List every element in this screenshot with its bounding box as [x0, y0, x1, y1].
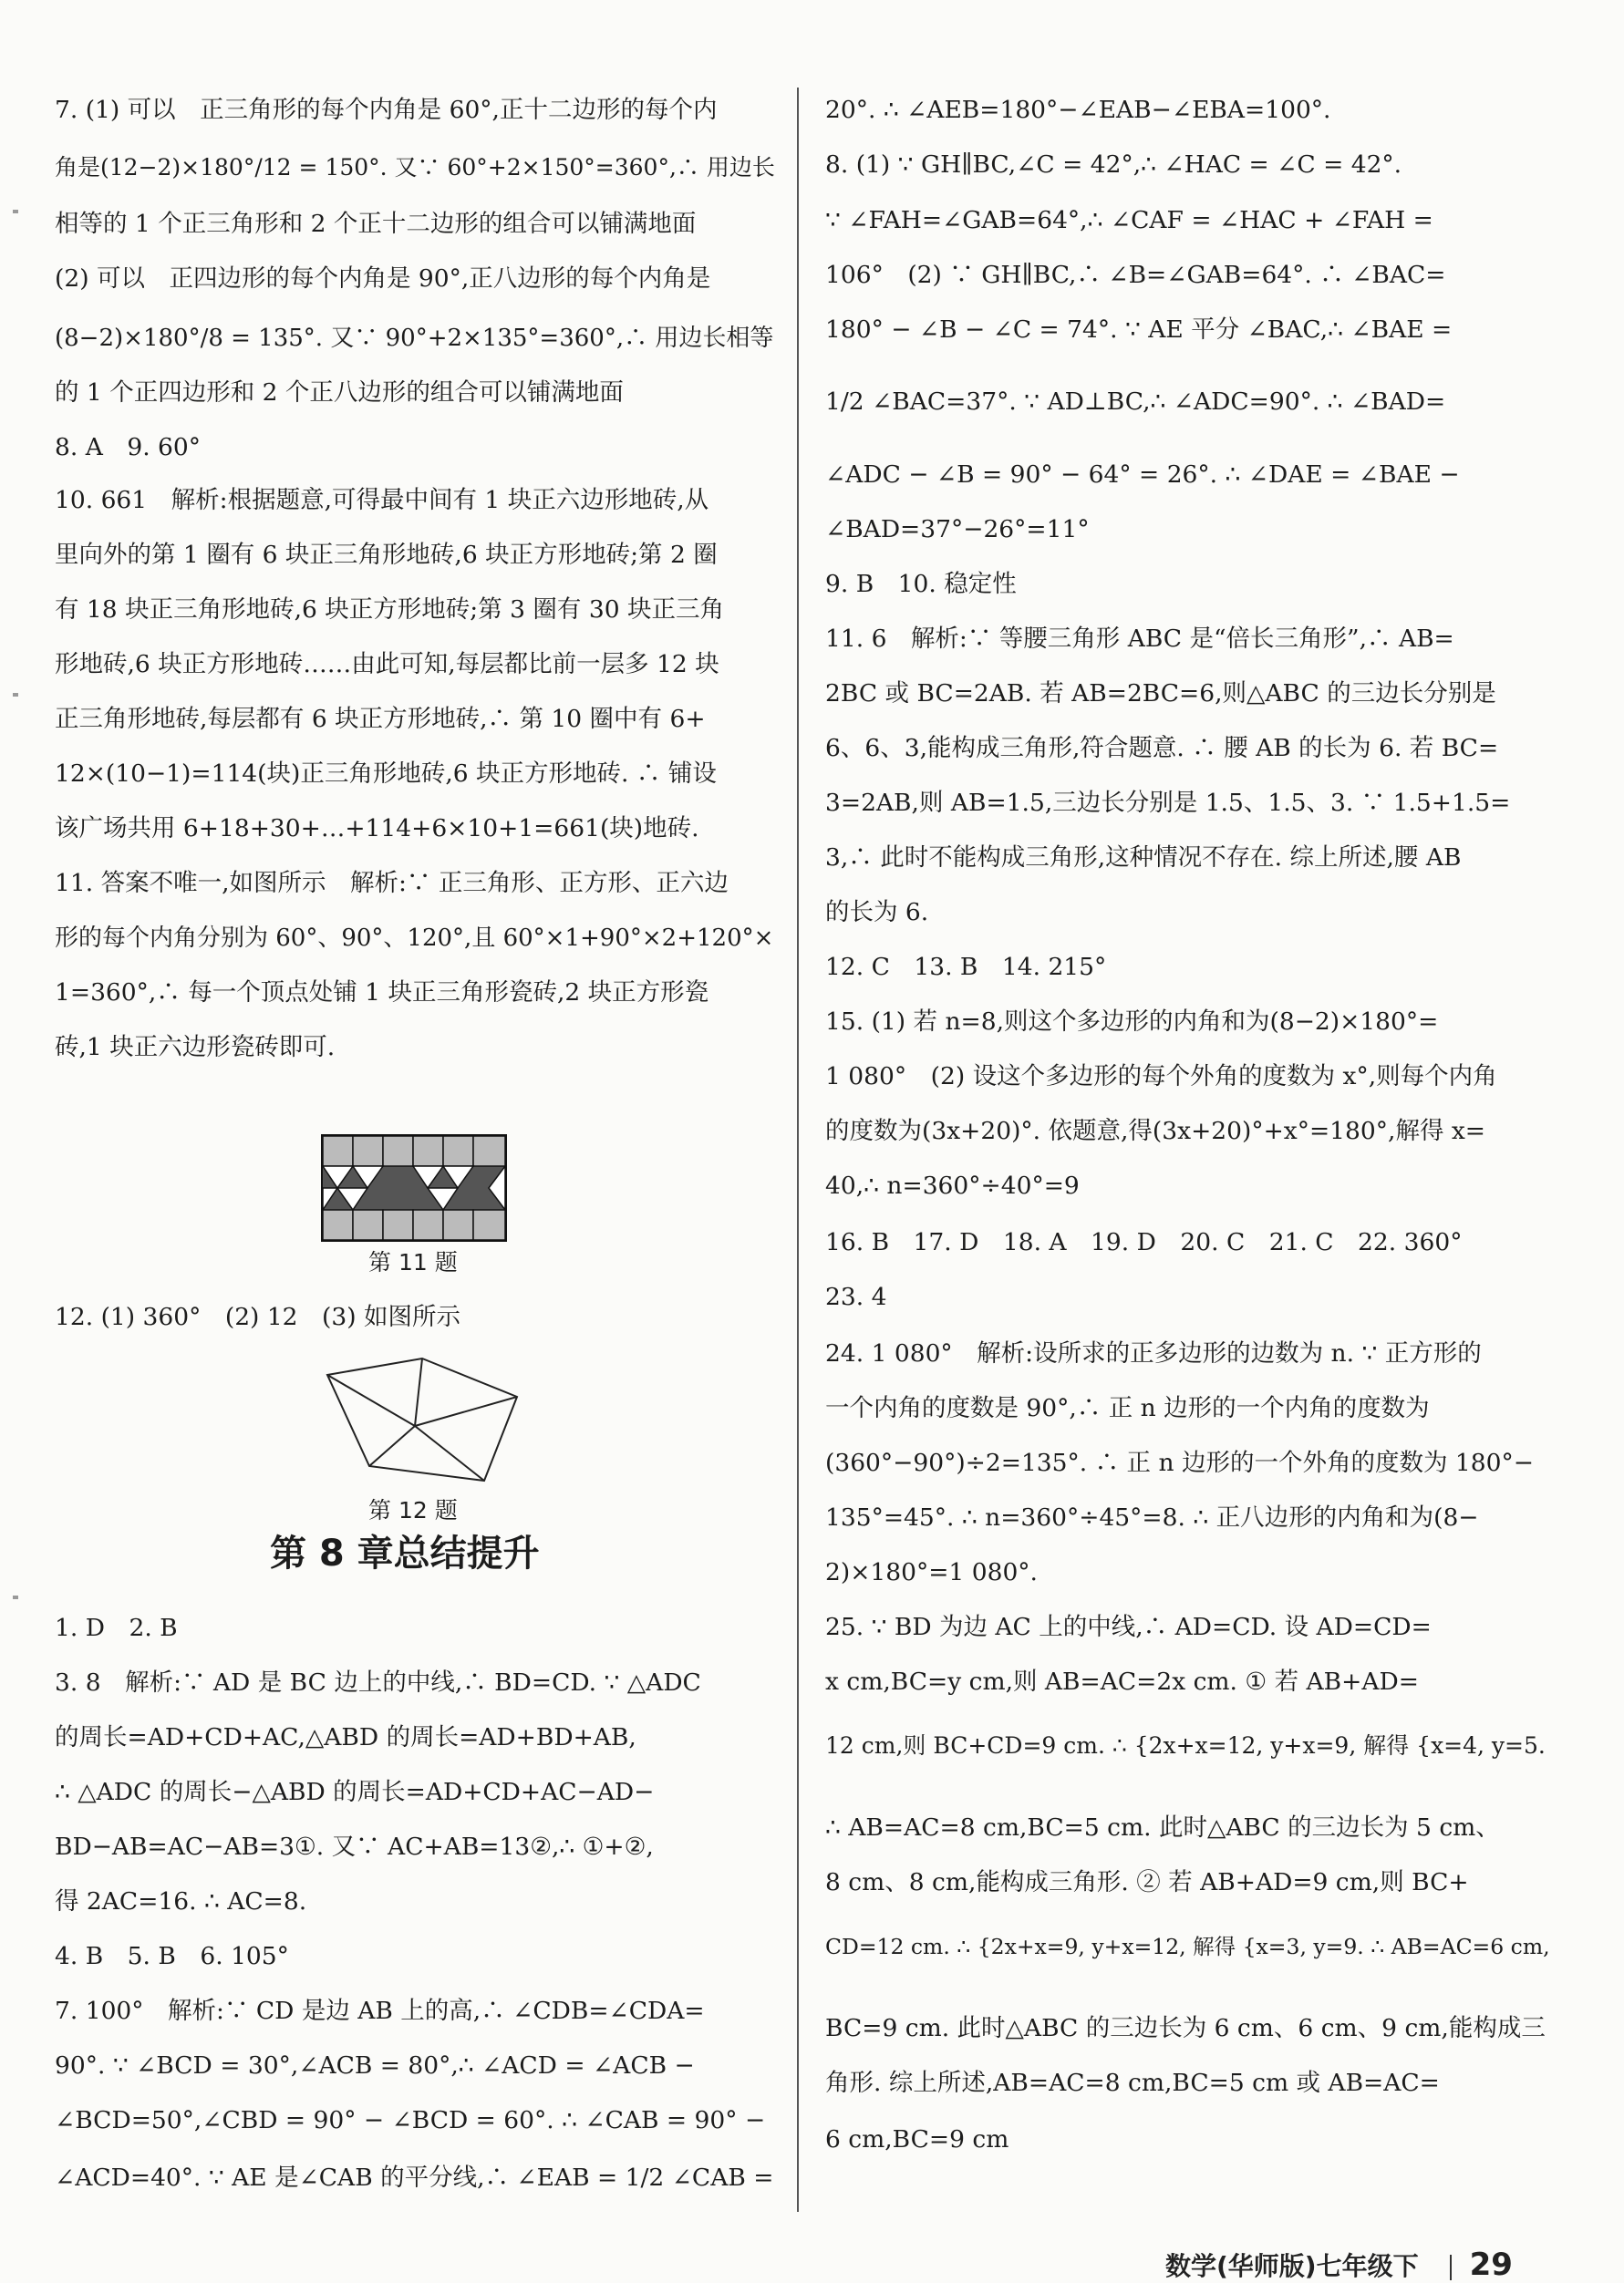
- text-line: 7. (1) 可以 正三角形的每个内角是 60°,正十二边形的每个内: [55, 96, 718, 124]
- text-line: ∠ACD=40°. ∵ AE 是∠CAB 的平分线,∴ ∠EAB = 1/2 ∠CAB =: [55, 2164, 774, 2192]
- text-line: 1=360°,∴ 每一个顶点处铺 1 块正三角形瓷砖,2 块正方形瓷: [55, 978, 709, 1007]
- text-line: ∠BAD=37°−26°=11°: [825, 515, 1090, 543]
- text-line: 3. 8 解析:∵ AD 是 BC 边上的中线,∴ BD=CD. ∵ △ADC: [55, 1668, 701, 1697]
- text-line: x cm,BC=y cm,则 AB=AC=2x cm. ① 若 AB+AD=: [825, 1668, 1419, 1696]
- text-line: 的度数为(3x+20)°. 依题意,得(3x+20)°+x°=180°,解得 x=: [825, 1117, 1486, 1145]
- page-number: 29: [1469, 2247, 1513, 2283]
- text-line: BD−AB=AC−AB=3①. 又∵ AC+AB=13②,∴ ①+②,: [55, 1833, 654, 1861]
- text-line: 11. 6 解析:∵ 等腰三角形 ABC 是“倍长三角形”,∴ AB=: [825, 625, 1454, 653]
- text-line: 4. B 5. B 6. 105°: [55, 1942, 289, 1970]
- text-line: 1 080° (2) 设这个多边形的每个外角的度数为 x°,则每个内角: [825, 1062, 1497, 1090]
- text-line: 有 18 块正三角形地砖,6 块正方形地砖;第 3 圈有 30 块正三角: [55, 595, 724, 624]
- text-line: 2BC 或 BC=2AB. 若 AB=2BC=6,则△ABC 的三边长分别是: [825, 679, 1496, 708]
- text-line: 角形. 综上所述,AB=AC=8 cm,BC=5 cm 或 AB=AC=: [825, 2069, 1440, 2097]
- text-line: 12 cm,则 BC+CD=9 cm. ∴ {2x+x=12, y+x=9, 解得 {x=4, y=5.: [825, 1732, 1546, 1759]
- text-line: 里向外的第 1 圈有 6 块正三角形地砖,6 块正方形地砖;第 2 圈: [55, 541, 718, 569]
- figure-11-caption: 第 11 题: [368, 1249, 458, 1276]
- binding-mark: [13, 210, 18, 213]
- book-subject: 数学(华师版)七年级下: [1165, 2251, 1419, 2281]
- text-line: 23. 4: [825, 1283, 887, 1311]
- text-line: 10. 661 解析:根据题意,可得最中间有 1 块正六边形地砖,从: [55, 486, 709, 514]
- text-line: 106° (2) ∵ GH∥BC,∴ ∠B=∠GAB=64°. ∴ ∠BAC=: [825, 261, 1446, 289]
- text-line: (8−2)×180°/8 = 135°. 又∵ 90°+2×135°=360°,∴ 用边长相等: [55, 325, 774, 352]
- text-line: 一个内角的度数是 90°,∴ 正 n 边形的一个内角的度数为: [825, 1394, 1430, 1422]
- text-line: 8. (1) ∵ GH∥BC,∠C = 42°,∴ ∠HAC = ∠C = 42°.: [825, 150, 1402, 179]
- text-line: 15. (1) 若 n=8,则这个多边形的内角和为(8−2)×180°=: [825, 1007, 1439, 1036]
- text-line: 7. 100° 解析:∵ CD 是边 AB 上的高,∴ ∠CDB=∠CDA=: [55, 1997, 705, 2025]
- text-line: 40,∴ n=360°÷40°=9: [825, 1172, 1080, 1200]
- figure-12-polygon: [324, 1353, 533, 1490]
- text-line: 3=2AB,则 AB=1.5,三边长分别是 1.5、1.5、3. ∵ 1.5+1.5=: [825, 789, 1511, 817]
- text-line: 的周长=AD+CD+AC,△ABD 的周长=AD+BD+AB,: [55, 1723, 636, 1751]
- text-line: (360°−90°)÷2=135°. ∴ 正 n 边形的一个外角的度数为 180°−: [825, 1449, 1534, 1477]
- text-line: 11. 答案不唯一,如图所示 解析:∵ 正三角形、正方形、正六边: [55, 869, 729, 897]
- text-line: 8. A 9. 60°: [55, 433, 202, 461]
- text-line: (2) 可以 正四边形的每个内角是 90°,正八边形的每个内角是: [55, 264, 711, 293]
- binding-mark: [13, 693, 18, 697]
- text-line: 12. (1) 360° (2) 12 (3) 如图所示: [55, 1303, 461, 1331]
- text-line: ∠ADC − ∠B = 90° − 64° = 26°. ∴ ∠DAE = ∠BAE −: [825, 460, 1460, 489]
- section-heading: 第 8 章总结提升: [270, 1533, 540, 1575]
- figure-11-tiling: [321, 1134, 507, 1242]
- text-line: 角是(12−2)×180°/12 = 150°. 又∵ 60°+2×150°=360°,∴ 用边长: [55, 154, 775, 181]
- text-line: 25. ∵ BD 为边 AC 上的中线,∴ AD=CD. 设 AD=CD=: [825, 1613, 1432, 1641]
- figure-12-caption: 第 12 题: [368, 1497, 458, 1524]
- text-line: 24. 1 080° 解析:设所求的正多边形的边数为 n. ∵ 正方形的: [825, 1339, 1482, 1368]
- text-line: 90°. ∵ ∠BCD = 30°,∠ACB = 80°,∴ ∠ACD = ∠ACB −: [55, 2051, 695, 2080]
- text-line: 180° − ∠B − ∠C = 74°. ∵ AE 平分 ∠BAC,∴ ∠BAE =: [825, 315, 1453, 344]
- text-line: 正三角形地砖,每层都有 6 块正方形地砖,∴ 第 10 圈中有 6+: [55, 705, 706, 733]
- text-line: 1/2 ∠BAC=37°. ∵ AD⊥BC,∴ ∠ADC=90°. ∴ ∠BAD=: [825, 387, 1446, 416]
- text-line: ∴ AB=AC=8 cm,BC=5 cm. 此时△ABC 的三边长为 5 cm、: [825, 1813, 1500, 1842]
- text-line: 8 cm、8 cm,能构成三角形. ② 若 AB+AD=9 cm,则 BC+: [825, 1868, 1469, 1896]
- footer-separator: [1450, 2255, 1452, 2280]
- column-divider: [797, 88, 799, 2212]
- text-line: 1. D 2. B: [55, 1614, 178, 1642]
- text-line: 砖,1 块正六边形瓷砖即可.: [55, 1033, 336, 1061]
- text-line: 9. B 10. 稳定性: [825, 570, 1017, 598]
- text-line: BC=9 cm. 此时△ABC 的三边长为 6 cm、6 cm、9 cm,能构成三: [825, 2014, 1546, 2042]
- text-line: 相等的 1 个正三角形和 2 个正十二边形的组合可以铺满地面: [55, 210, 697, 238]
- text-line: 3,∴ 此时不能构成三角形,这种情况不存在. 综上所述,腰 AB: [825, 843, 1462, 872]
- text-line: 12. C 13. B 14. 215°: [825, 953, 1107, 981]
- text-line: 12×(10−1)=114(块)正三角形地砖,6 块正方形地砖. ∴ 铺设: [55, 759, 717, 788]
- text-line: ∵ ∠FAH=∠GAB=64°,∴ ∠CAF = ∠HAC + ∠FAH =: [825, 206, 1433, 234]
- text-line: ∴ △ADC 的周长−△ABD 的周长=AD+CD+AC−AD−: [55, 1778, 655, 1806]
- text-line: 20°. ∴ ∠AEB=180°−∠EAB−∠EBA=100°.: [825, 96, 1331, 124]
- text-line: 16. B 17. D 18. A 19. D 20. C 21. C 22. 360°: [825, 1228, 1463, 1256]
- text-line: CD=12 cm. ∴ {2x+x=9, y+x=12, 解得 {x=3, y=9. ∴ AB=AC=6 cm,: [825, 1934, 1550, 1959]
- text-line: ∠BCD=50°,∠CBD = 90° − ∠BCD = 60°. ∴ ∠CAB = 90° −: [55, 2106, 766, 2134]
- text-line: 形地砖,6 块正方形地砖……由此可知,每层都比前一层多 12 块: [55, 650, 719, 678]
- text-line: 的 1 个正四边形和 2 个正八边形的组合可以铺满地面: [55, 378, 624, 407]
- text-line: 6、6、3,能构成三角形,符合题意. ∴ 腰 AB 的长为 6. 若 BC=: [825, 734, 1499, 762]
- text-line: 得 2AC=16. ∴ AC=8.: [55, 1887, 307, 1916]
- text-line: 2)×180°=1 080°.: [825, 1558, 1038, 1586]
- text-line: 的长为 6.: [825, 898, 929, 926]
- text-line: 该广场共用 6+18+30+…+114+6×10+1=661(块)地砖.: [55, 814, 699, 842]
- page-footer: [1165, 2247, 1513, 2283]
- text-line: 135°=45°. ∴ n=360°÷45°=8. ∴ 正八边形的内角和为(8−: [825, 1503, 1479, 1532]
- text-line: 6 cm,BC=9 cm: [825, 2125, 1009, 2154]
- text-line: 形的每个内角分别为 60°、90°、120°,且 60°×1+90°×2+120°×: [55, 925, 774, 952]
- binding-mark: [13, 1596, 18, 1599]
